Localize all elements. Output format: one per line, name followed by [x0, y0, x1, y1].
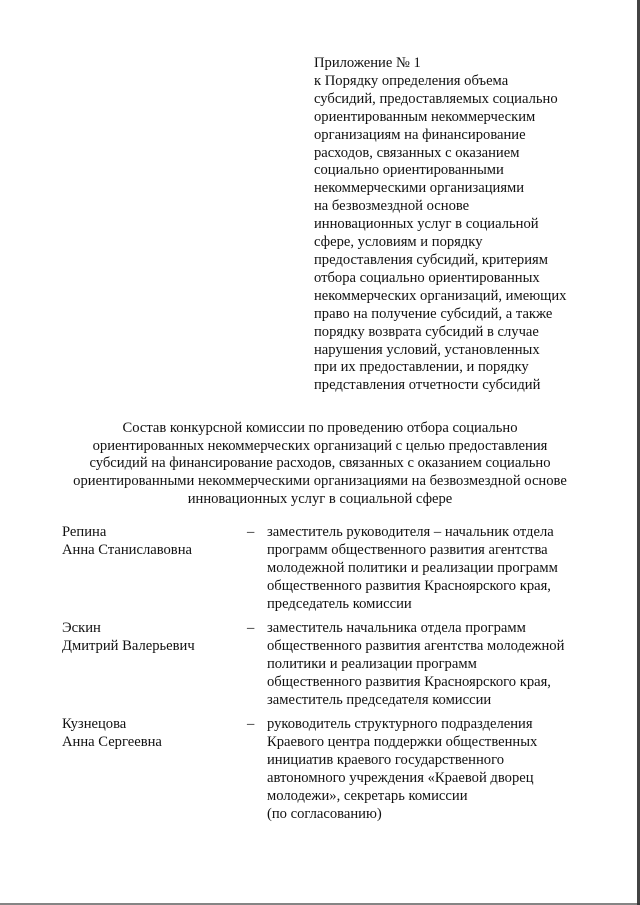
- appendix-line: инновационных услуг в социальной: [314, 216, 539, 233]
- role-line: Краевого центра поддержки общественных: [267, 733, 538, 750]
- role-line: инициатив краевого государственного: [267, 751, 504, 768]
- appendix-line: социально ориентированными: [314, 162, 504, 179]
- role-line: молодежной политики и реализации программ: [267, 559, 558, 576]
- appendix-line: к Порядку определения объема: [314, 72, 509, 89]
- role-line: заместитель председателя комиссии: [267, 691, 492, 708]
- role-line: молодежи», секретарь комиссии: [267, 787, 468, 804]
- appendix-line: Приложение № 1: [314, 55, 421, 71]
- title-line: ориентированных некоммерческих организаций с целью предоставления: [92, 437, 548, 454]
- member-role: [267, 716, 602, 823]
- member-given-names: Анна Станиславовна: [62, 541, 192, 558]
- appendix-line: порядку возврата субсидий в случае: [314, 323, 539, 340]
- member-dash: –: [247, 524, 255, 540]
- member-role: [267, 620, 602, 710]
- member-surname: Кузнецова: [62, 716, 127, 732]
- title-line: Состав конкурсной комиссии по проведению отбора социально: [122, 420, 518, 436]
- appendix-line: на безвозмездной основе: [314, 198, 470, 215]
- member-name: [62, 716, 232, 752]
- member-given-names: Анна Сергеевна: [62, 733, 162, 750]
- appendix-line: нарушения условий, установленных: [314, 341, 540, 358]
- role-line: заместитель руководителя – начальник отдела: [267, 524, 554, 540]
- role-line: общественного развития Красноярского края,: [267, 577, 551, 594]
- title-line: субсидий на финансирование расходов, связанных с оказанием социально: [89, 455, 551, 472]
- member-dash: –: [247, 620, 255, 636]
- member-surname: Репина: [62, 524, 107, 540]
- member-role: [267, 524, 602, 614]
- role-line: автономного учреждения «Краевой дворец: [267, 769, 534, 786]
- appendix-line: ориентированным некоммерческим: [314, 108, 536, 125]
- title-line: инновационных услуг в социальной сфере: [187, 490, 453, 507]
- appendix-line: сфере, условиям и порядку: [314, 234, 483, 251]
- appendix-line: расходов, связанных с оказанием: [314, 144, 520, 161]
- appendix-line: некоммерческими организациями: [314, 180, 525, 197]
- role-line: руководитель структурного подразделения: [267, 716, 533, 732]
- appendix-line: отбора социально ориентированных: [314, 269, 540, 286]
- member-name: [62, 524, 232, 560]
- title-line: ориентированными некоммерческими организациями на безвозмездной основе: [73, 473, 567, 490]
- member-dash: –: [247, 716, 255, 732]
- appendix-header: [314, 55, 614, 395]
- appendix-line: субсидий, предоставляемых социально: [314, 90, 558, 107]
- member-given-names: Дмитрий Валерьевич: [62, 637, 195, 654]
- appendix-line: представления отчетности субсидий: [314, 377, 541, 394]
- appendix-line: при их предоставлении, и порядку: [314, 359, 529, 376]
- appendix-line: организациям на финансирование: [314, 126, 526, 143]
- role-line: общественного развития агентства молодежной: [267, 637, 565, 654]
- role-line: председатель комиссии: [267, 595, 412, 612]
- document-title: [40, 420, 600, 509]
- member-name: [62, 620, 232, 656]
- role-line: программ общественного развития агентства: [267, 541, 548, 558]
- role-line: заместитель начальника отдела программ: [267, 620, 526, 636]
- appendix-line: предоставления субсидий, критериям: [314, 251, 548, 268]
- role-line: политики и реализации программ: [267, 655, 477, 672]
- role-line: общественного развития Красноярского края,: [267, 673, 551, 690]
- appendix-line: право на получение субсидий, а также: [314, 305, 553, 322]
- member-surname: Эскин: [62, 620, 101, 636]
- role-line: (по согласованию): [267, 805, 382, 822]
- appendix-line: некоммерческих организаций, имеющих: [314, 287, 567, 304]
